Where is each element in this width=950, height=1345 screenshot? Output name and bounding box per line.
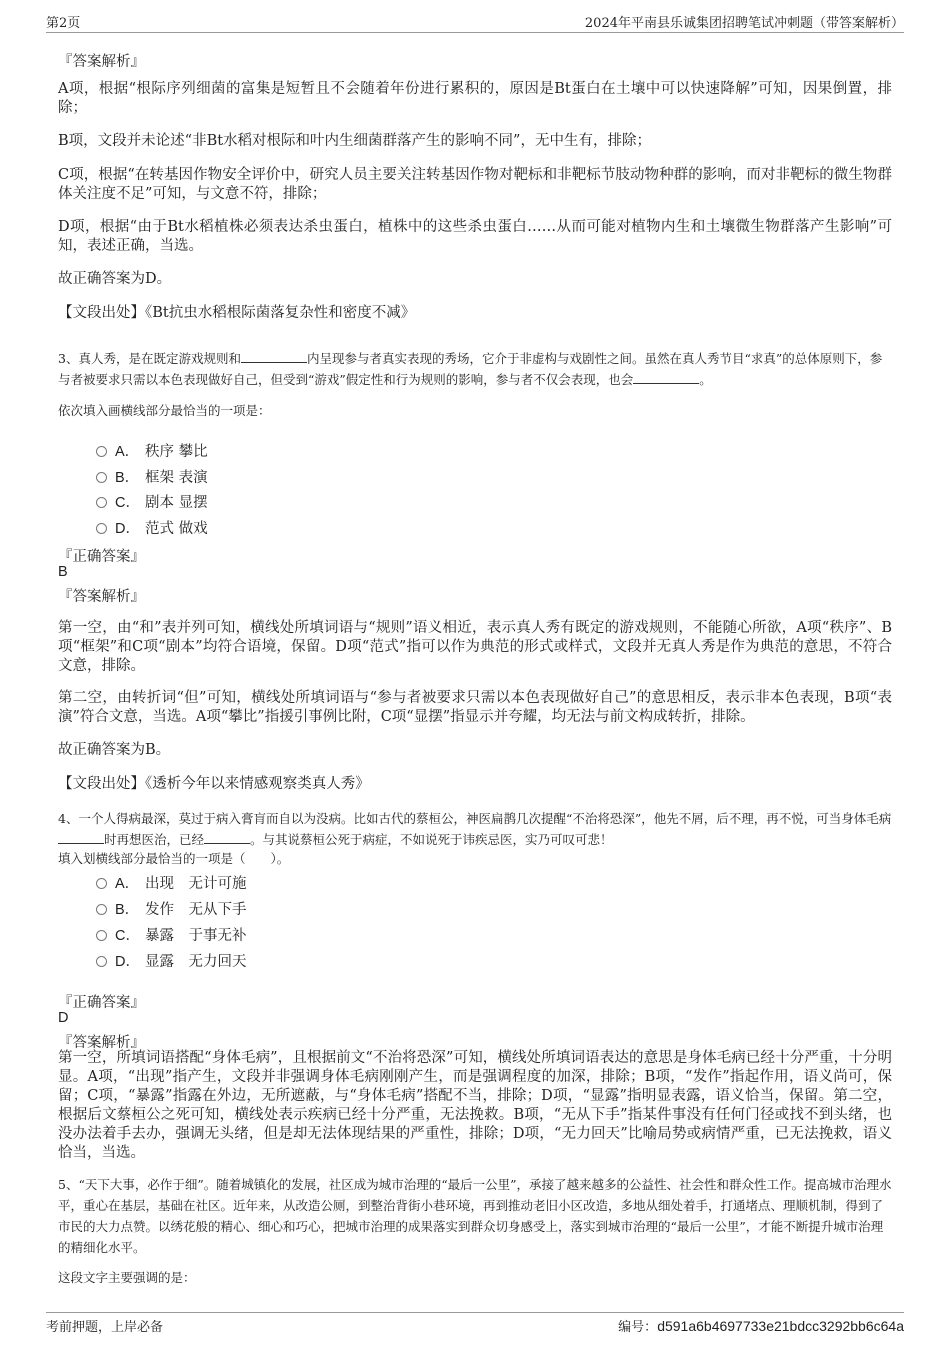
radio-icon[interactable]	[96, 497, 107, 508]
q2-analysis-d: D项，根据“由于Bt水稻植株必须表达杀虫蛋白，植株中的这些杀虫蛋白……从而可能对植物内生和土壤微生物群落产生影响”可知，表述正确，当选。	[58, 219, 892, 254]
q2-source: 【文段出处】《Bt抗虫水稻根际菌落复杂性和密度不减》	[58, 305, 416, 321]
q3-analysis-para1: 第一空，由“和”表并列可知，横线处所填词语与“规则”语义相近，表示真人秀有既定的游戏规则，不能随心所欲，A项“秩序”、B项“框架”和C项“剧本”均符合语境，保留。D项“范式”指可以作为典范的形式或样式，文段并无真人秀是作为典范的意思，不符合文意，排除。	[58, 620, 892, 674]
q4-analysis-title: 『答案解析』	[58, 1035, 145, 1051]
q3-correct-title: 『正确答案』	[58, 549, 145, 565]
q3-prompt: 依次填入画横线部分最恰当的一项是：	[58, 403, 271, 418]
q2-analysis-b: B项，文段并未论述“非Bt水稻对根际和叶内生细菌群落产生的影响不同”，无中生有，排除；	[58, 133, 651, 149]
radio-icon[interactable]	[96, 446, 107, 457]
q3-option-b[interactable]: B． 框架 表演	[96, 466, 208, 486]
q4-option-d[interactable]: D． 显露 无力回天	[96, 950, 247, 970]
page-number: 第2页	[46, 16, 81, 31]
q4-correct-title: 『正确答案』	[58, 995, 145, 1011]
q3-option-d[interactable]: D． 范式 做戏	[96, 517, 208, 537]
page-header	[46, 12, 904, 33]
document-title: 2024年平南县乐诚集团招聘笔试冲刺题（带答案解析）	[584, 16, 904, 31]
radio-icon[interactable]	[96, 472, 107, 483]
q3-analysis-title: 『答案解析』	[58, 589, 145, 605]
q4-option-a[interactable]: A． 出现 无计可施	[96, 872, 247, 892]
q4-option-b[interactable]: B． 发作 无从下手	[96, 898, 247, 918]
radio-icon[interactable]	[96, 523, 107, 534]
radio-icon[interactable]	[96, 878, 107, 889]
radio-icon[interactable]	[96, 956, 107, 967]
fill-blank	[204, 830, 250, 844]
q3-conclusion: 故正确答案为B。	[58, 742, 171, 758]
q3-option-c[interactable]: C． 剧本 显摆	[96, 491, 208, 511]
q4-question-text: 4、一个人得病最深，莫过于病入膏肓而自以为没病。比如古代的蔡桓公，神医扁鹊几次提醒“不治将恐深”，他先不屑，后不理，再不悦，可当身体毛病时再想医治，已经 。与其说蔡桓公死于病症，不如说死于讳疾忌医，实乃可叹可悲！	[58, 811, 892, 847]
q5-prompt: 这段文字主要强调的是：	[58, 1270, 196, 1285]
q4-correct-answer: D	[58, 1010, 69, 1026]
page-footer	[46, 1312, 904, 1336]
q3-source: 【文段出处】《透析今年以来情感观察类真人秀》	[58, 776, 370, 792]
q2-conclusion: 故正确答案为D。	[58, 271, 172, 287]
q3-analysis-para2: 第二空，由转折词“但”可知，横线处所填词语与“参与者被要求只需以本色表现做好自己”的意思相反，表示非本色表现，B项“表演”符合文意，当选。A项“攀比”指援引事例比附，C项“显摆”指显示并夸耀，均无法与前文构成转折，排除。	[58, 690, 892, 725]
footer-slogan: 考前押题，上岸必备	[46, 1320, 164, 1335]
fill-blank	[633, 370, 699, 384]
q4-prompt: 填入划横线部分最恰当的一项是（ ）。	[58, 851, 290, 866]
radio-icon[interactable]	[96, 904, 107, 915]
q5-question-text: 5、“天下大事，必作于细”。随着城镇化的发展，社区成为城市治理的“最后一公里”，承接了越来越多的公益性、社会性和群众性工作。提高城市治理水平，重心在基层，基础在社区。近年来，从改造公厕，到整治背街小巷环境，再到推动老旧小区改造，多地从细处着手，打通堵点、理顺机制，得到了市民的大力点赞。以绣花般的精心、细心和巧心，把城市治理的成果落实到群众切身感受上，落实到城市治理的“最后一公里”，才能不断提升城市治理的精细化水平。	[58, 1177, 892, 1255]
radio-icon[interactable]	[96, 930, 107, 941]
q4-analysis: 第一空，所填词语搭配“身体毛病”，且根据前文“不治将恐深”可知，横线处所填词语表达的意思是身体毛病已经十分严重，十分明显。A项，“出现”指产生，文段并非强调身体毛病刚刚产生，而是强调程度的加深，排除；B项，“发作”指起作用，语义尚可，保留；C项，“暴露”指露在外边，无所遮蔽，与“身体毛病”搭配不当，排除；D项，“显露”指明显表露，语义恰当，保留。第二空，根据后文蔡桓公之死可知，横线处表示疾病已经十分严重，无法挽救。B项，“无从下手”指某件事没有任何门径或找不到头绪，也没办法着手去办，强调无头绪，但是却无法体现结果的严重性，排除；D项，“无力回天”比喻局势或病情严重，已无法挽救，语义恰当，当选。	[58, 1050, 892, 1161]
q4-option-c[interactable]: C． 暴露 于事无补	[96, 924, 247, 944]
q3-question-text: 3、真人秀，是在既定游戏规则和 内呈现参与者真实表现的秀场，它介于非虚构与戏剧性之间。虽然在真人秀节目“求真”的总体原则下，参与者被要求只需以本色表现做好自己，但受到“游戏”假定性和行为规则的影响，参与者不仅会表现，也会 。	[58, 351, 883, 387]
q3-option-a[interactable]: A． 秩序 攀比	[96, 440, 208, 460]
fill-blank	[58, 830, 104, 844]
fill-blank	[241, 349, 307, 363]
document-code: 编号：d591a6b4697733e21bdcc3292bb6c64a	[618, 1318, 904, 1335]
q2-analysis-c: C项，根据“在转基因作物安全评价中，研究人员主要关注转基因作物对靶标和非靶标节肢动物种群的影响，而对非靶标的微生物群体关注度不足”可知，与文意不符，排除；	[58, 167, 892, 202]
q2-analysis-title: 『答案解析』	[58, 54, 145, 70]
q3-correct-answer: B	[58, 564, 68, 580]
q2-analysis-a: A项，根据“根际序列细菌的富集是短暂且不会随着年份进行累积的，原因是Bt蛋白在土壤中可以快速降解”可知，因果倒置，排除；	[58, 81, 892, 116]
